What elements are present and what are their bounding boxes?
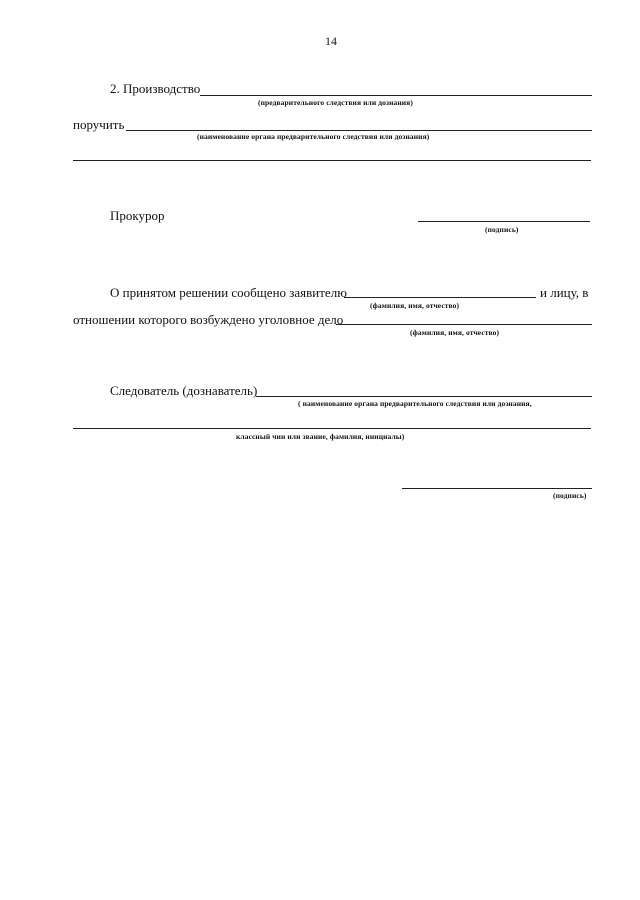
notice-line2-text: отношении которого возбуждено уголовное дело	[73, 312, 344, 327]
assign-line-continued	[73, 160, 591, 161]
investigator-signature-line	[402, 488, 592, 489]
production-line	[200, 95, 592, 96]
notice-person-hint: (фамилия, имя, отчество)	[410, 328, 500, 337]
page-number: 14	[325, 34, 337, 48]
notice-applicant-hint: (фамилия, имя, отчество)	[370, 301, 460, 310]
prosecutor-signature-line	[418, 221, 590, 222]
assign-line	[126, 130, 592, 131]
investigator-line	[256, 396, 592, 397]
production-hint: (предварительного следствия или дознания)	[258, 98, 413, 107]
investigator-line-continued	[73, 428, 591, 429]
prosecutor-label: Прокурор	[110, 208, 165, 223]
notice-line1-suffix: и лицу, в	[540, 285, 589, 300]
assign-hint: (наименование органа предварительного следствия или дознания)	[197, 132, 430, 141]
investigator-hint2: классный чин или звание, фамилия, инициалы)	[236, 432, 405, 441]
notice-person-line	[336, 324, 592, 325]
investigator-signature-hint: (подпись)	[553, 491, 587, 500]
investigator-hint1: ( наименование органа предварительного следствия или дознания,	[298, 399, 532, 408]
investigator-label: Следователь (дознаватель)	[110, 383, 258, 398]
notice-applicant-line	[344, 297, 536, 298]
notice-line1-text: О принятом решении сообщено заявителю	[110, 285, 347, 300]
assign-label: поручить	[73, 117, 125, 132]
production-label: 2. Производство	[110, 81, 201, 96]
prosecutor-signature-hint: (подпись)	[485, 225, 519, 234]
